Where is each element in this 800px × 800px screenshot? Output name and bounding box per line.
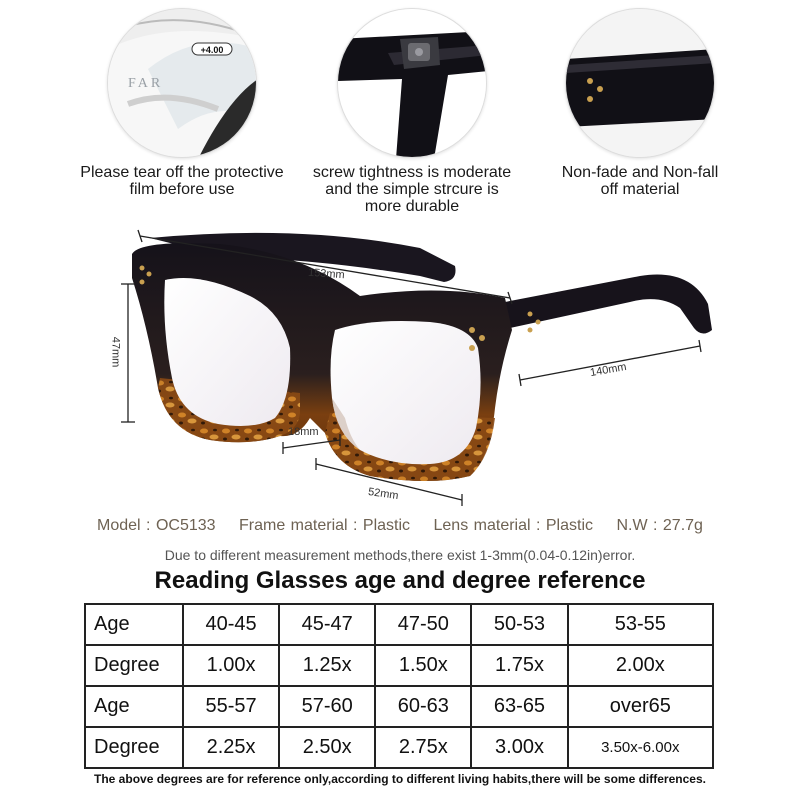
feature-protective-film [62,8,302,198]
temple-rivet-illustration [566,9,715,158]
caption-protective-film: Please tear off the protective film before use [80,164,284,198]
temple-rivet-photo [565,8,715,158]
lens-width-label: 52mm [367,485,400,503]
lens-material-spec: Lens material : Plastic [433,517,594,534]
table-title: Reading Glasses age and degree reference [154,567,646,594]
table-row: Degree 2.25x 2.50x 2.75x 3.00x 3.50x-6.00x [85,727,713,768]
feature-screw-tightness [292,8,532,215]
reference-disclaimer: The above degrees are for reference only,according to different living habits,there will be some differences. [94,772,706,786]
frame-width-label: 153mm [307,266,346,282]
weight-spec: N.W : 27.7g [616,517,703,534]
caption-material: Non-fade and Non-fall off material [561,164,719,198]
glasses-illustration [0,218,800,518]
table-row: Degree 1.00x 1.25x 1.50x 1.75x 2.00x [85,645,713,686]
film-text: FAR [128,76,164,91]
model-spec: Model : OC5133 [97,517,216,534]
temple-length-label: 140mm [589,360,628,380]
product-specs [0,517,800,535]
frame-material-spec: Frame material : Plastic [239,517,411,534]
glasses-figure [0,218,800,518]
hinge-illustration [338,9,487,158]
hinge-photo [337,8,487,158]
lens-height-label: 47mm [109,336,122,368]
measurement-note: Due to different measurement methods,there exist 1-3mm(0.04-0.12in)error. [164,547,636,563]
protective-film-photo [107,8,257,158]
lens-power-sticker: +4.00 [200,45,224,55]
caption-screw-tightness: screw tightness is moderate and the simple strcure is more durable [312,164,512,215]
lens-film-illustration [108,9,257,158]
table-row: Age 55-57 57-60 60-63 63-65 over65 [85,686,713,727]
feature-material [520,8,760,198]
table-row: Age 40-45 45-47 47-50 50-53 53-55 [85,604,713,645]
bridge-width-label: 18mm [288,426,319,438]
age-degree-table [84,603,714,769]
